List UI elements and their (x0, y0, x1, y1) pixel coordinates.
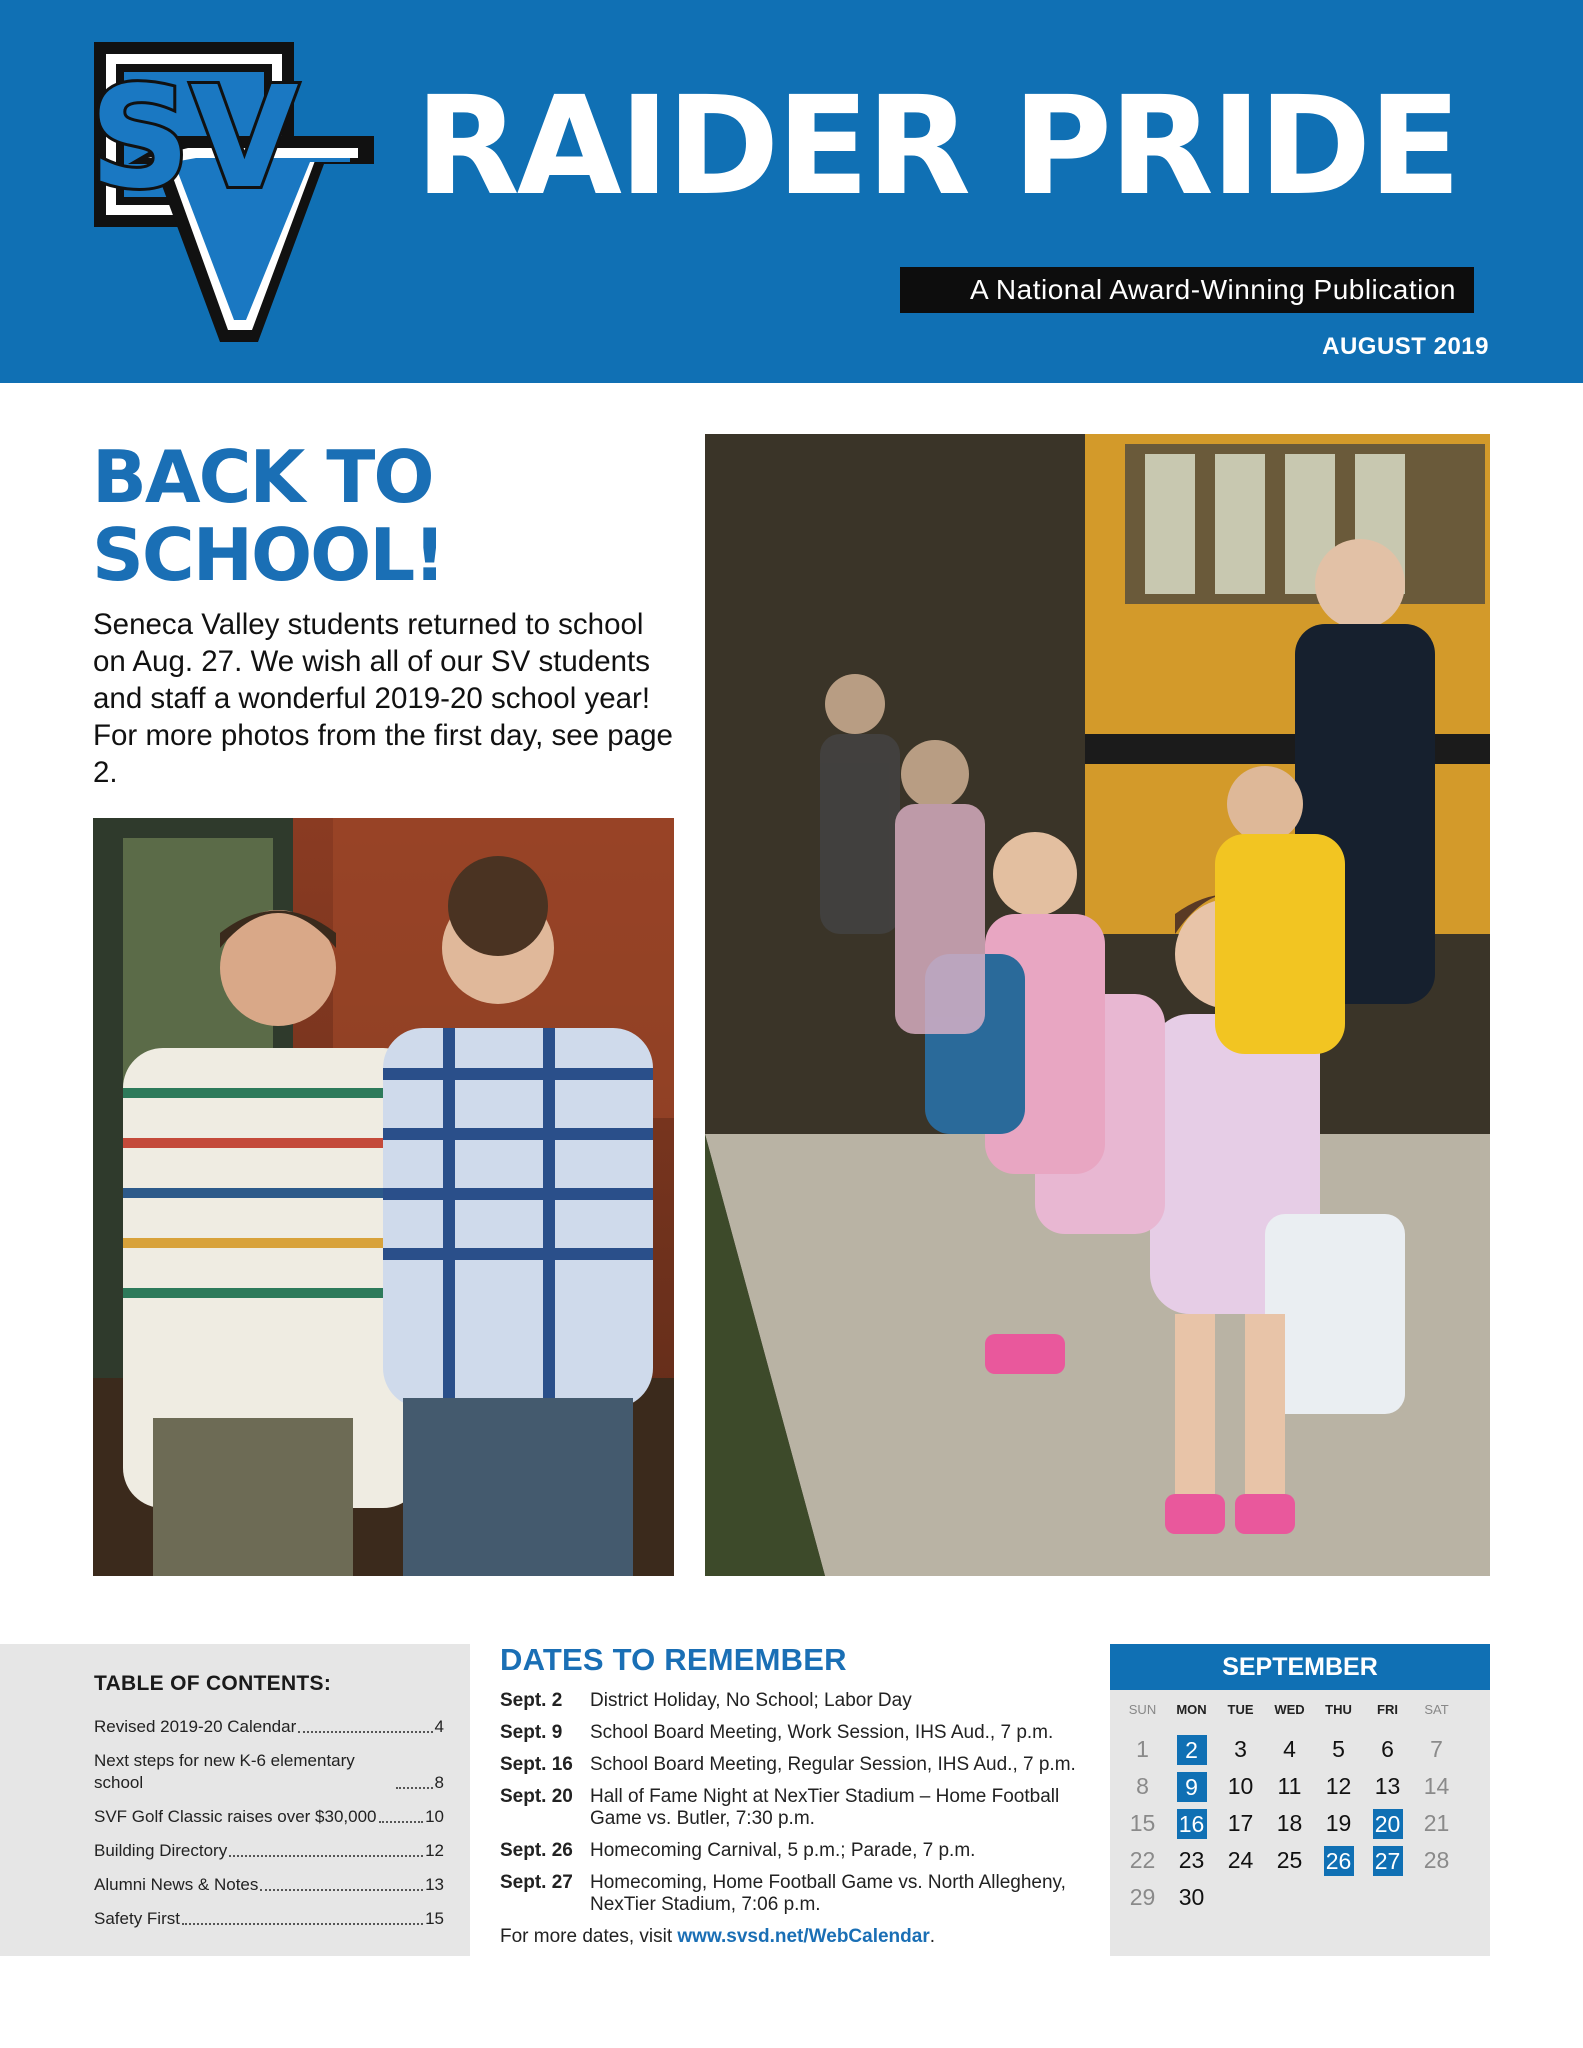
weekday-label: WED (1274, 1702, 1305, 1717)
calendar-day: 11 (1277, 1773, 1302, 1799)
date-label: Sept. 27 (500, 1872, 573, 1893)
calendar-day: 14 (1423, 1773, 1450, 1799)
toc-item[interactable] (94, 1874, 444, 1896)
table-of-contents (0, 1644, 470, 1956)
calendar-day: 12 (1325, 1773, 1352, 1799)
toc-leader (396, 1787, 433, 1789)
weekday-label: SAT (1424, 1702, 1449, 1717)
calendar-day: 25 (1276, 1847, 1303, 1873)
headline-line-1: BACK TO (92, 435, 433, 519)
weekday-label: FRI (1377, 1702, 1398, 1717)
date-item (500, 1872, 1100, 1916)
calendar-weekdays (1110, 1702, 1490, 1717)
toc-item-label: Revised 2019-20 Calendar (94, 1717, 297, 1736)
logo-text: SV (89, 57, 299, 220)
feature-body: Seneca Valley students returned to school on Aug. 27. We wish all of our SV students and staff a wonderful 2019-20 school year! For more photos from the first day, see page 2. (93, 608, 673, 789)
calendar-day (1167, 1805, 1216, 1842)
calendar-day (1216, 1879, 1265, 1916)
toc-leader (260, 1889, 423, 1891)
calendar-day (1363, 1805, 1412, 1842)
toc-item[interactable] (94, 1750, 444, 1794)
calendar-day (1265, 1879, 1314, 1916)
toc-item-page: 4 (434, 1717, 444, 1736)
date-item (500, 1722, 1100, 1744)
more-dates-prefix: For more dates, visit (500, 1926, 678, 1947)
toc-item[interactable] (94, 1806, 444, 1828)
calendar-month: SEPTEMBER (1110, 1644, 1490, 1690)
calendar-day: 21 (1423, 1810, 1450, 1836)
highlighted-day: 9 (1177, 1772, 1207, 1802)
calendar-day (1363, 1842, 1412, 1879)
date-event: Homecoming, Home Football Game vs. North Allegheny, NexTier Stadium, 7:06 p.m. (590, 1872, 1066, 1915)
students-hallway-photo (93, 818, 674, 1576)
dates-list (500, 1690, 1100, 1948)
dates-title: DATES TO REMEMBER (500, 1642, 847, 1677)
calendar-day: 28 (1423, 1847, 1450, 1873)
date-label: Sept. 20 (500, 1786, 573, 1807)
calendar-day (1167, 1768, 1216, 1805)
calendar-grid (1110, 1731, 1490, 1916)
calendar-day: 3 (1234, 1736, 1247, 1762)
highlighted-day: 27 (1373, 1846, 1403, 1876)
calendar-day: 24 (1227, 1847, 1254, 1873)
toc-item-label: SVF Golf Classic raises over $30,000 (94, 1807, 377, 1826)
calendar-day: 22 (1129, 1847, 1156, 1873)
kids-boarding-bus-photo (705, 434, 1490, 1576)
weekday-label: MON (1176, 1702, 1207, 1717)
date-item (500, 1840, 1100, 1862)
toc-item-page: 13 (425, 1875, 444, 1894)
date-label: Sept. 2 (500, 1690, 563, 1711)
issue-date: AUGUST 2019 (1322, 333, 1489, 360)
calendar-day: 1 (1136, 1736, 1149, 1762)
more-dates-suffix: . (929, 1926, 936, 1947)
date-event: School Board Meeting, Regular Session, IHS Aud., 7 p.m. (590, 1754, 1076, 1775)
date-event: Hall of Fame Night at NexTier Stadium – Home Football Game vs. Butler, 7:30 p.m. (590, 1786, 1060, 1829)
toc-item-page: 10 (425, 1807, 444, 1826)
calendar-day: 23 (1178, 1847, 1205, 1873)
feature-headline (92, 435, 652, 597)
date-event: School Board Meeting, Work Session, IHS Aud., 7 p.m. (590, 1722, 1054, 1743)
calendar-day: 19 (1325, 1810, 1352, 1836)
calendar-day: 18 (1276, 1810, 1303, 1836)
weekday-label: TUE (1227, 1702, 1254, 1717)
date-label: Sept. 9 (500, 1722, 563, 1743)
sv-logo (88, 36, 374, 346)
toc-title: TABLE OF CONTENTS: (94, 1672, 332, 1695)
calendar-day: 7 (1430, 1736, 1443, 1762)
toc-leader (182, 1923, 423, 1925)
toc-item-label: Safety First (94, 1909, 180, 1928)
web-calendar-link[interactable]: www.svsd.net/WebCalendar (677, 1926, 930, 1947)
toc-list (94, 1704, 444, 1930)
calendar-day: 15 (1129, 1810, 1156, 1836)
toc-item-page: 15 (425, 1909, 444, 1928)
september-calendar (1110, 1644, 1490, 1956)
masthead-banner (0, 0, 1583, 383)
toc-item[interactable] (94, 1840, 444, 1862)
weekday-label: SUN (1128, 1702, 1157, 1717)
toc-item-label: Alumni News & Notes (94, 1875, 259, 1894)
toc-item-label: Next steps for new K-6 elementary school (94, 1751, 355, 1792)
toc-leader (379, 1821, 424, 1823)
toc-leader (229, 1855, 423, 1857)
date-item (500, 1690, 1100, 1712)
date-item (500, 1786, 1100, 1830)
headline-line-2: SCHOOL! (92, 513, 445, 597)
toc-item-page: 8 (434, 1773, 444, 1792)
calendar-day: 10 (1227, 1773, 1254, 1799)
calendar-day: 17 (1227, 1810, 1254, 1836)
toc-item-page: 12 (425, 1841, 444, 1860)
toc-item-label: Building Directory (94, 1841, 228, 1860)
date-event: District Holiday, No School; Labor Day (590, 1690, 912, 1711)
calendar-day: 5 (1332, 1736, 1345, 1762)
more-dates-note (500, 1926, 1100, 1948)
calendar-day: 6 (1381, 1736, 1394, 1762)
highlighted-day: 2 (1177, 1735, 1207, 1765)
highlighted-day: 16 (1177, 1809, 1207, 1839)
toc-item[interactable] (94, 1716, 444, 1738)
date-label: Sept. 26 (500, 1840, 573, 1861)
calendar-day (1363, 1879, 1412, 1916)
weekday-label: THU (1325, 1702, 1352, 1717)
highlighted-day: 26 (1324, 1846, 1354, 1876)
calendar-day: 13 (1374, 1773, 1401, 1799)
highlighted-day: 20 (1373, 1809, 1403, 1839)
tagline: A National Award-Winning Publication (900, 267, 1474, 313)
date-label: Sept. 16 (500, 1754, 573, 1775)
toc-leader (298, 1731, 432, 1733)
calendar-day: 4 (1283, 1736, 1296, 1762)
calendar-day (1412, 1879, 1461, 1916)
calendar-day (1314, 1879, 1363, 1916)
calendar-day: 8 (1136, 1773, 1149, 1799)
publication-title: RAIDER PRIDE (415, 68, 1459, 226)
calendar-day: 30 (1178, 1884, 1205, 1910)
date-event: Homecoming Carnival, 5 p.m.; Parade, 7 p.m. (590, 1840, 976, 1861)
calendar-day: 29 (1129, 1884, 1156, 1910)
calendar-day (1167, 1731, 1216, 1768)
date-item (500, 1754, 1100, 1776)
calendar-day (1314, 1842, 1363, 1879)
toc-item[interactable] (94, 1908, 444, 1930)
